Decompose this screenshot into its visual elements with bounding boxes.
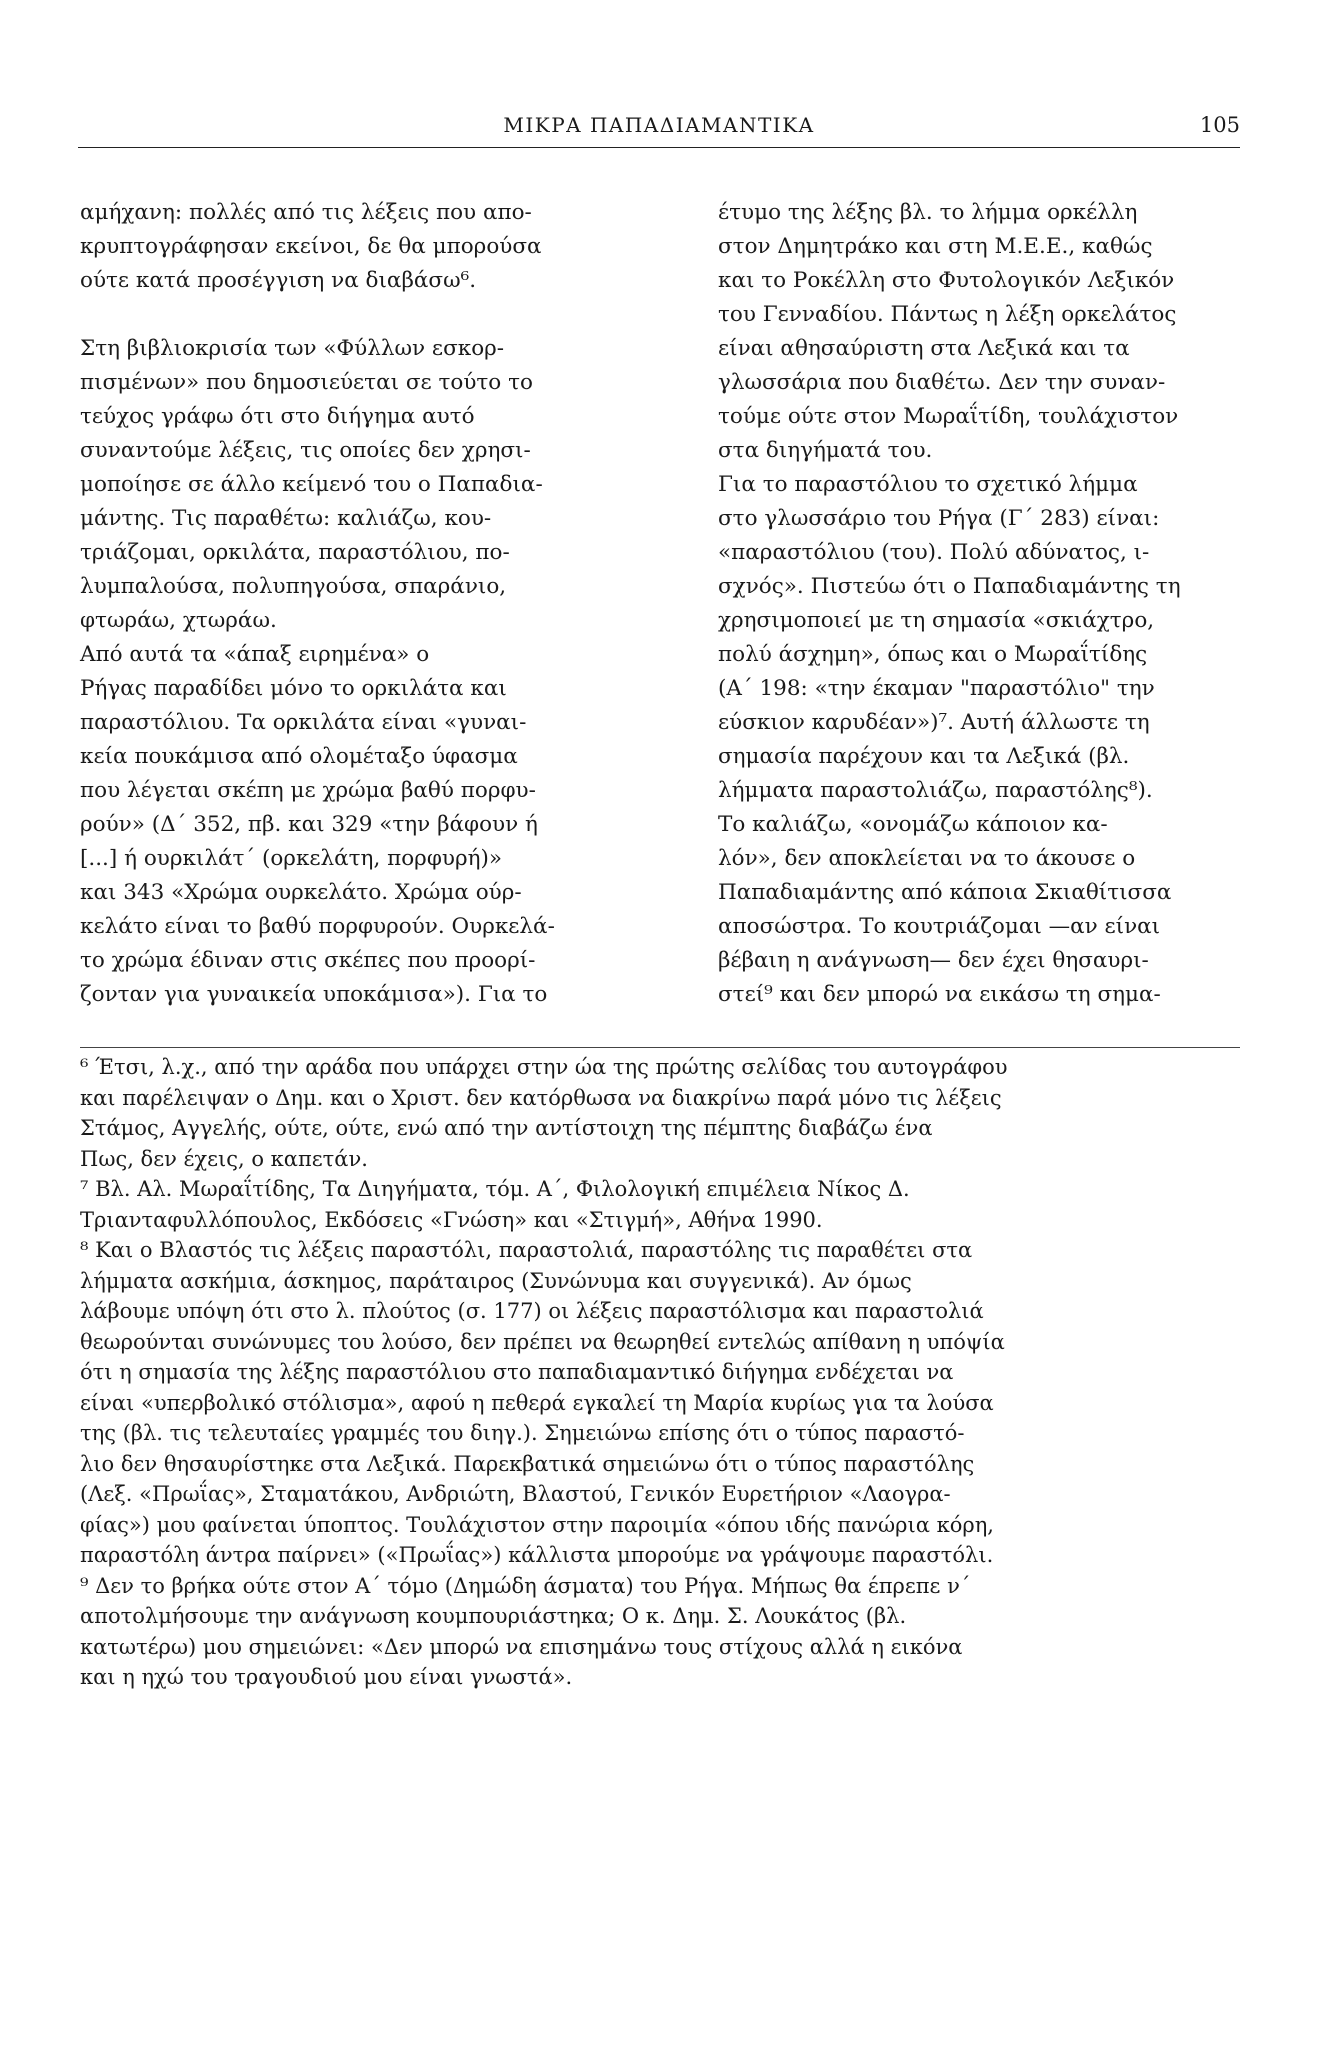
text-line: σχνός». Πιστεύω ότι ο Παπαδιαμάντης τη [718, 574, 1181, 599]
header-rule [78, 147, 1240, 148]
text-line: Από αυτά τα «άπαξ ειρημένα» ο [80, 642, 430, 667]
text-line: είναι αθησαύριστη στα Λεξικά και τα [718, 336, 1130, 361]
footnote-line: της (βλ. τις τελευταίες γραμμές του διηγ.). Σημειώνω επίσης ότι ο τύπος παραστό- [80, 1421, 965, 1445]
footnote-line: (Λεξ. «Πρωΐας», Σταματάκου, Ανδριώτη, Βλαστού, Γενικόν Ευρετήριον «Λαογρα- [80, 1482, 951, 1506]
footnote-line: θεωρούνται συνώνυμες του λούσο, δεν πρέπει να θεωρηθεί εντελώς απίθανη η υπόψία [80, 1329, 1005, 1354]
footnote-line: Τριανταφυλλόπουλος, Εκδόσεις «Γνώση» και «Στιγμή», Αθήνα 1990. [80, 1207, 823, 1232]
text-line: κελάτο είναι το βαθύ πορφυρούν. Ουρκελά- [80, 914, 555, 939]
text-line [80, 298, 600, 332]
text-line: ούτε κατά προσέγγιση να διαβάσω⁶. [80, 268, 477, 293]
footnote-line: κατωτέρω) μου σημειώνει: «Δεν μπορώ να επισημάνω τους στίχους αλλά η εικόνα [80, 1634, 963, 1659]
left-column [80, 196, 600, 1012]
footnote-line: παραστόλη άντρα παίρνει» («Πρωΐας») κάλλιστα μπορούμε να γράψουμε παραστόλι. [80, 1543, 994, 1567]
text-line: αποσώστρα. Το κουτριάζομαι —αν είναι [718, 914, 1161, 939]
text-line: ρούν» (Δ΄ 352, πβ. και 329 «την βάφουν ή [80, 812, 538, 837]
footnote-line: ότι η σημασία της λέξης παραστόλιου στο παπαδιαμαντικό διήγημα ενδέχεται να [80, 1360, 954, 1384]
footnote-line: φίας») μου φαίνεται ύποπτος. Τουλάχιστον στην παροιμία «όπου ιδής πανώρια κόρη, [80, 1512, 994, 1537]
text-line: στο γλωσσάριο του Ρήγα (Γ΄ 283) είναι: [718, 506, 1160, 531]
text-line: στεί⁹ και δεν μπορώ να εικάσω τη σημα- [718, 982, 1161, 1007]
footnote-line: ⁷ Βλ. Αλ. Μωραΐτίδης, Τα Διηγήματα, τόμ. Α΄, Φιλολογική επιμέλεια Νίκος Δ. [80, 1177, 910, 1201]
text-line: σημασία παρέχουν και τα Λεξικά (βλ. [718, 744, 1130, 769]
text-line: κεία πουκάμισα από ολομέταξο ύφασμα [80, 744, 518, 769]
footnote-separator [80, 1047, 1240, 1048]
text-line: Ρήγας παραδίδει μόνο το ορκιλάτα και [80, 676, 507, 701]
page-number: 105 [1199, 113, 1240, 137]
footnotes [80, 1052, 1240, 1693]
footnote-line: λιο δεν θησαυρίστηκε στα Λεξικά. Παρεκβατικά σημειώνω ότι ο τύπος παραστόλης [80, 1451, 975, 1476]
text-line: τριάζομαι, ορκιλάτα, παραστόλιου, πο- [80, 540, 510, 565]
text-line: «παραστόλιου (του). Πολύ αδύνατος, ι- [718, 540, 1150, 565]
text-line: γλωσσάρια που διαθέτω. Δεν την συναν- [718, 370, 1166, 395]
footnote-line: λήμματα ασκήμια, άσκημος, παράταιρος (Συνώνυμα και συγγενικά). Αν όμως [80, 1268, 912, 1293]
text-line: του Γενναδίου. Πάντως η λέξη ορκελάτος [718, 302, 1177, 327]
text-line: και 343 «Χρώμα ουρκελάτο. Χρώμα ούρ- [80, 880, 522, 905]
text-line: το χρώμα έδιναν στις σκέπες που προορί- [80, 948, 536, 973]
text-line: στον Δημητράκο και στη Μ.Ε.Ε., καθώς [718, 234, 1153, 259]
footnote-line: αποτολμήσουμε την ανάγνωση κουμπουριάστηκα; Ο κ. Δημ. Σ. Λουκάτος (βλ. [80, 1604, 907, 1628]
running-header [78, 112, 1240, 138]
footnote-line: Πως, δεν έχεις, ο καπετάν. [80, 1146, 368, 1171]
footnote-line: Στάμος, Αγγελής, ούτε, ούτε, ενώ από την αντίστοιχη της πέμπτης διαβάζω ένα [80, 1116, 933, 1140]
text-line: φτωράω, χτωράω. [80, 608, 277, 633]
text-line: μοποίησε σε άλλο κείμενό του ο Παπαδια- [80, 472, 543, 497]
text-line: εύσκιον καρυδέαν»)⁷. Αυτή άλλωστε τη [718, 710, 1150, 735]
text-line: βέβαιη η ανάγνωση— δεν έχει θησαυρι- [718, 948, 1149, 973]
text-line: αμήχανη: πολλές από τις λέξεις που απο- [80, 200, 532, 225]
footnote-line: λάβουμε υπόψη ότι στο λ. πλούτος (σ. 177) οι λέξεις παραστόλισμα και παραστολιά [80, 1299, 984, 1323]
text-line: πολύ άσχημη», όπως και ο Μωραΐτίδης [718, 642, 1148, 667]
footnote-line: ⁹ Δεν το βρήκα ούτε στον Α΄ τόμο (Δημώδη άσματα) του Ρήγα. Μήπως θα έπρεπε ν΄ [80, 1573, 971, 1598]
text-line: χρησιμοποιεί με τη σημασία «σκιάχτρο, [718, 608, 1155, 633]
text-line: λόν», δεν αποκλείεται να το άκουσε ο [718, 846, 1136, 871]
text-line: έτυμο της λέξης βλ. το λήμμα ορκέλλη [718, 200, 1138, 225]
running-title: ΜΙΚΡΑ ΠΑΠΑΔΙΑΜΑΝΤΙΚΑ [503, 113, 815, 137]
footnote-line: ⁸ Και ο Βλαστός τις λέξεις παραστόλι, παραστολιά, παραστόλης τις παραθέτει στα [80, 1238, 973, 1262]
footnote-line: ⁶ Έτσι, λ.χ., από την αράδα που υπάρχει στην ώα της πρώτης σελίδας του αυτογράφου [80, 1055, 1008, 1079]
text-line: λυμπαλούσα, πολυπηγούσα, σπαράνιο, [80, 574, 507, 599]
footnote-line: και παρέλειψαν ο Δημ. και ο Χριστ. δεν κατόρθωσα να διακρίνω παρά μόνο τις λέξεις [80, 1085, 1002, 1110]
text-line: συναντούμε λέξεις, τις οποίες δεν χρησι- [80, 438, 531, 463]
text-line: (Α΄ 198: «την έκαμαν "παραστόλιο" την [718, 676, 1155, 701]
text-line: [...] ή ουρκιλάτ΄ (ορκελάτη, πορφυρή)» [80, 846, 503, 871]
footnote-line: είναι «υπερβολικό στόλισμα», αφού η πεθερά εγκαλεί τη Μαρία κυρίως για τα λούσα [80, 1390, 994, 1415]
footnote-line: και η ηχώ του τραγουδιού μου είναι γνωστά». [80, 1665, 573, 1689]
text-line: τούμε ούτε στον Μωραΐτίδη, τουλάχιστον [718, 404, 1179, 429]
text-line: και το Ροκέλλη στο Φυτολογικόν Λεξικόν [718, 268, 1175, 293]
text-line: τεύχος γράφω ότι στο διήγημα αυτό [80, 404, 475, 429]
text-line: ζονταν για γυναικεία υποκάμισα»). Για το [80, 982, 548, 1007]
text-line: κρυπτογράφησαν εκείνοι, δε θα μπορούσα [80, 234, 542, 259]
text-line: Το καλιάζω, «ονομάζω κάποιον κα- [718, 812, 1108, 837]
text-line: μάντης. Τις παραθέτω: καλιάζω, κου- [80, 506, 492, 531]
text-line: Στη βιβλιοκρισία των «Φύλλων εσκορ- [80, 336, 505, 361]
text-line: παραστόλιου. Τα ορκιλάτα είναι «γυναι- [80, 710, 527, 735]
text-line: λήμματα παραστολιάζω, παραστόλης⁸). [718, 778, 1153, 803]
text-line: στα διηγήματά του. [718, 438, 933, 463]
text-line: που λέγεται σκέπη με χρώμα βαθύ πορφυ- [80, 778, 536, 803]
right-column [718, 196, 1238, 1012]
text-line: Παπαδιαμάντης από κάποια Σκιαθίτισσα [718, 880, 1172, 905]
text-line: Για το παραστόλιου το σχετικό λήμμα [718, 472, 1138, 497]
text-line: πισμένων» που δημοσιεύεται σε τούτο το [80, 370, 533, 395]
